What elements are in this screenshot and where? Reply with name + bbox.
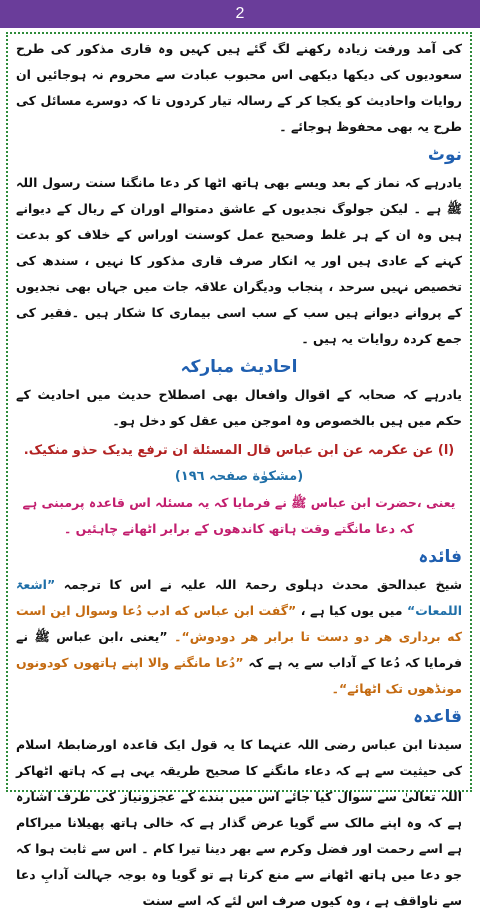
note-heading: نوٹ	[427, 145, 462, 165]
translation-paragraph: یعنی ،حضرت ابن عباس ﷺ نے فرمایا کہ یہ مسئلہ اس قاعدہ پرمبنی ہے کہ دعا مانگتے وقت ہاتھ کاندھوں کے برابر اٹھانے چاہئیں ۔	[22, 495, 456, 536]
top-bar	[0, 0, 480, 28]
document-frame	[6, 32, 472, 908]
faida-text-3: ”یعنی ،ابن عباس ﷺ نے فرمایا کہ دُعا کے آداب سے یہ ہے کہ	[16, 629, 463, 670]
faida-persian-quote: ”گفت ابن عباس که ادب دُعا وسوال این است که برداری هر دو دست تا برابر هر دودوش“۔	[16, 603, 462, 644]
arabic-reference: (مشکوٰة صفحہ ١٩٦)	[174, 469, 304, 484]
arabic-hadith	[16, 438, 462, 490]
qaida-heading: قاعدہ	[413, 707, 462, 727]
faida-text-1: شیخ عبدالحق محدث دہلوی رحمۃ اللہ علیہ نے اس کا ترجمہ	[63, 577, 463, 592]
intro-paragraph: کی آمد ورفت زیادہ رکھنے لگ گئے ہیں کہیں وہ قاری مذکور کی طرح سعودیوں کی دیکھا دیکھی اس محبوب عبادت سے محروم نہ ہوجائیں ان روایات واحادیث کو یکجا کر کے رسالہ تیار کردوں تا کہ دوسرے مسائل کی طرح یہ بھی محفوظ ہوجائے ۔	[16, 41, 462, 134]
arabic-text: عن عکرمہ عن ابن عباس قال المسئلة ان ترفع یدیک حذو منکیک.	[23, 443, 434, 458]
faida-text-2: میں یوں کیا ہے ،	[300, 603, 403, 618]
page-number: 2	[235, 5, 245, 22]
faida-heading: فائدہ	[418, 547, 462, 567]
hadith-heading: احادیث مبارکہ	[180, 357, 298, 377]
note-paragraph: یادرہے کہ نماز کے بعد ویسے بھی ہاتھ اٹھا کر دعا مانگنا سنت رسول اللہ ﷺ ہے ۔ لیکن جولوگ نجدیوں کے عاشق دمتوالے اوران کے ریال کے دیوانے ہیں وہ ان کے ہر غلط وصحیح عمل کوسنت اوراس کے خلاف کو بدعت کہنے کے عادی ہیں اور یہ انکار صرف قاری مذکور کا نہیں ، سندھ کی تخصیص نہیں سرحد ، پنجاب ودیگران علاقہ جات میں جہاں بھی نجدیوں کے پروانے دیوانے ہیں سب کے سب اسی بیماری کا شکار ہیں ۔فقیر کی جمع کردہ روایات یہ ہیں ۔	[16, 175, 462, 346]
faida-paragraph	[16, 572, 462, 702]
qaida-paragraph: سیدنا ابن عباس رضی اللہ عنہما کا یہ قول ایک قاعدہ اورضابطۂ اسلام کی حیثیت سے ہے کہ دعاء مانگنے کا صحیح طریقہ یہی ہے کہ ہاتھ اٹھاکر اللہ تعالیٰ سے سوال کیا جائے اس میں بندے کے عجزونیاز کی طرف اشارہ ہے کہ وہ اپنے مالک سے گویا عرض گذار ہے کہ خالی ہاتھ پھیلانا میراکام ہے اسے رحمت اور فضل وکرم سے بھر دینا تیرا کام ۔ اس سے ثابت ہوا کہ جو دعا میں ہاتھ اٹھانے سے منع کرتا ہے تو گویا وہ بوجہ جہالت آدابِ دعا سے ناواقف ہے ، وہ کیوں صرف اس لئے کہ اسے سنت	[16, 737, 462, 908]
faida-book-title: ”اشعۃ اللمعات“	[16, 577, 462, 618]
hadith-paragraph: یادرہے کہ صحابہ کے اقوال وافعال بھی اصطلاح حدیث میں احادیث کے حکم میں ہیں بالخصوص وہ اموجن میں عقل کو دخل ہو۔	[16, 387, 462, 428]
faida-orange-quote: ”دُعا مانگنے والا اپنے ہاتھوں کودونوں مونڈھوں تک اٹھائے“۔	[16, 655, 462, 696]
arabic-number: (ا)	[437, 443, 455, 458]
